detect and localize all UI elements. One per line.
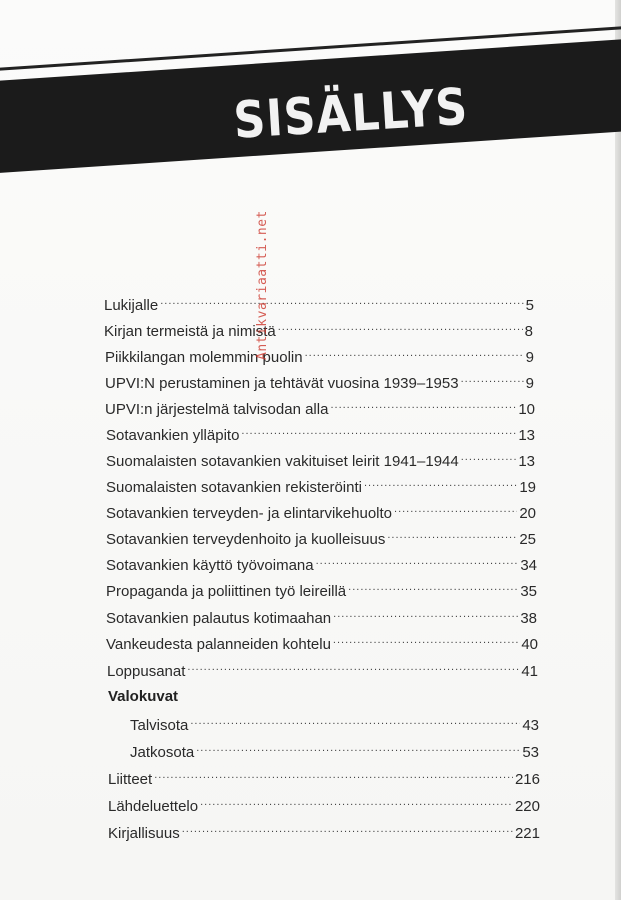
- toc-entry: [106, 472, 536, 496]
- toc-entry-page: 9: [525, 349, 534, 366]
- toc-entry-page: 53: [522, 744, 539, 761]
- section-heading-valokuvat: Valokuvat: [108, 688, 179, 705]
- leader-dots: [461, 446, 517, 466]
- leader-dots: [196, 737, 520, 757]
- toc-entry-label: Sotavankien terveyden- ja elintarvikehuolto: [106, 505, 393, 522]
- toc-entry-label: Sotavankien palautus kotimaahan: [106, 610, 332, 627]
- toc-entry: [108, 818, 540, 842]
- toc-entry-page: 43: [522, 717, 539, 734]
- leader-dots: [394, 498, 517, 518]
- toc-entry: [105, 342, 534, 366]
- toc-entry-page: 9: [525, 375, 534, 392]
- toc-entry-label: Lukijalle: [104, 297, 159, 314]
- toc-entry-label: Lähdeluettelo: [108, 798, 199, 815]
- toc-entry-page: 221: [514, 825, 540, 842]
- toc-entry-page: 34: [520, 557, 537, 574]
- toc-entry-page: 13: [518, 453, 535, 470]
- toc-entry-label: Suomalaisten sotavankien vakituiset leirit 1941–1944: [106, 453, 459, 470]
- toc-entry-page: 13: [518, 427, 535, 444]
- toc-entry: [106, 550, 537, 574]
- toc-sub-entry: [130, 710, 539, 734]
- toc-entry-page: 5: [525, 297, 534, 314]
- toc-entry-label: Vankeudesta palanneiden kohtelu: [106, 636, 331, 653]
- leader-dots: [278, 316, 523, 336]
- watermark-text: Antikvariaatti.net: [255, 210, 270, 360]
- toc-entry-page: 20: [519, 505, 536, 522]
- leader-dots: [190, 710, 520, 730]
- leader-dots: [364, 472, 517, 492]
- leader-dots: [154, 764, 513, 784]
- leader-dots: [305, 342, 524, 362]
- toc-entry-label: Sotavankien terveydenhoito ja kuolleisuus: [106, 531, 386, 548]
- toc-entry: [107, 656, 538, 680]
- toc-entry-label: Liitteet: [108, 771, 153, 788]
- toc-entry: [106, 420, 535, 444]
- leader-dots: [241, 420, 516, 440]
- leader-dots: [387, 524, 517, 544]
- toc-entry-label: Propaganda ja poliittinen työ leireillä: [106, 583, 347, 600]
- toc-entry: [108, 764, 540, 788]
- toc-entry: [106, 524, 536, 548]
- toc-entry: [104, 316, 533, 340]
- toc-entry-label: Loppusanat: [107, 663, 186, 680]
- toc-entry: [105, 394, 535, 418]
- leader-dots: [333, 629, 519, 649]
- leader-dots: [182, 818, 513, 838]
- toc-entry-page: 8: [524, 323, 533, 340]
- toc-entry-page: 41: [521, 663, 538, 680]
- leader-dots: [200, 791, 513, 811]
- toc-entry-label: Sotavankien käyttö työvoimana: [106, 557, 314, 574]
- toc-entry: [105, 368, 534, 392]
- toc-entry: [106, 498, 536, 522]
- toc-entry-page: 35: [520, 583, 537, 600]
- toc-entry: [106, 629, 538, 653]
- leader-dots: [316, 550, 519, 570]
- toc-entry-page: 38: [520, 610, 537, 627]
- toc-entry-page: 220: [514, 798, 540, 815]
- toc-entry-label: Suomalaisten sotavankien rekisteröinti: [106, 479, 362, 496]
- leader-dots: [461, 368, 524, 388]
- page-title: SISÄLLYS: [232, 77, 470, 151]
- toc-entry-label: Kirjallisuus: [108, 825, 180, 842]
- toc-entry: [108, 791, 540, 815]
- leader-dots: [333, 603, 518, 623]
- toc-entry-page: 25: [519, 531, 536, 548]
- toc-entry: [104, 290, 534, 314]
- toc-entry-page: 19: [519, 479, 536, 496]
- toc-entry: [106, 446, 535, 470]
- toc-entry-label: Jatkosota: [130, 744, 195, 761]
- leader-dots: [160, 290, 523, 310]
- toc-entry-label: UPVI:n järjestelmä talvisodan alla: [105, 401, 329, 418]
- toc-entry: [106, 603, 537, 627]
- toc-entry-label: Kirjan termeistä ja nimistä: [104, 323, 276, 340]
- toc-entry-label: Piikkilangan molemmin puolin: [105, 349, 303, 366]
- leader-dots: [187, 656, 519, 676]
- leader-dots: [348, 576, 518, 596]
- toc-entry-page: 10: [518, 401, 535, 418]
- leader-dots: [330, 394, 516, 414]
- toc-entry-label: UPVI:N perustaminen ja tehtävät vuosina 1939–1953: [105, 375, 459, 392]
- toc-entry: [106, 576, 537, 600]
- toc-sub-entry: [130, 737, 539, 761]
- toc-entry-page: 40: [521, 636, 538, 653]
- toc-entry-label: Talvisota: [130, 717, 189, 734]
- toc-entry-label: Sotavankien ylläpito: [106, 427, 240, 444]
- toc-entry-page: 216: [514, 771, 540, 788]
